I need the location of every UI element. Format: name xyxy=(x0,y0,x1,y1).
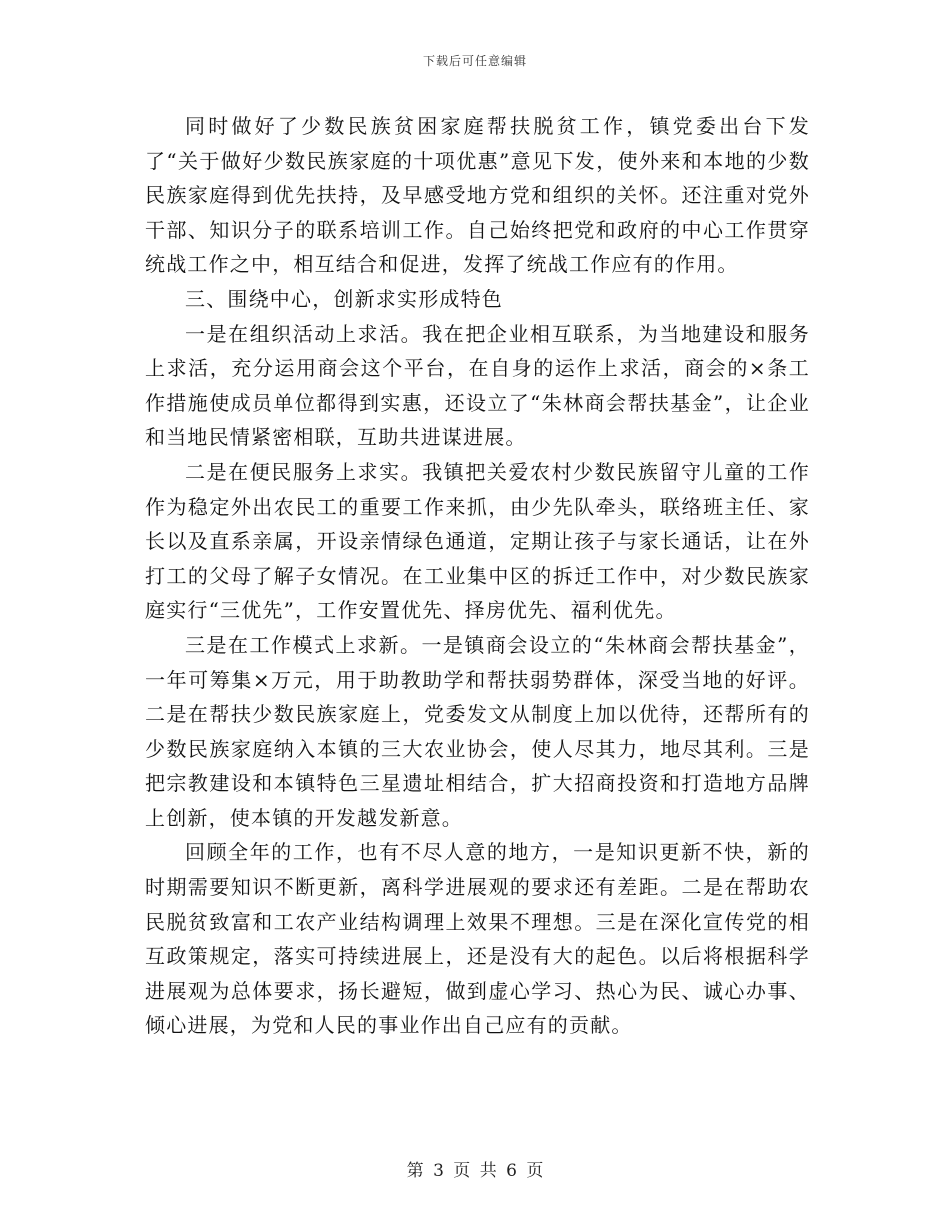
paragraph-work-mode: 三是在工作模式上求新。一是镇商会设立的“朱林商会帮扶基金”，一年可筹集×万元，用于助教助学和帮扶弱势群体，深受当地的好评。二是在帮扶少数民族家庭上，党委发文从制度上加以优待，还帮所有的少数民族家庭纳入本镇的三大农业协会，使人尽其力，地尽其利。三是把宗教建设和本镇特色三星遗址相结合，扩大招商投资和打造地方品牌上创新，使本镇的开发越发新意。 xyxy=(145,632,810,830)
page-header: 下载后可任意编辑 xyxy=(422,54,527,68)
page-footer: 第 3 页 共 6 页 xyxy=(406,1161,544,1181)
paragraph-annual-review: 回顾全年的工作，也有不尽人意的地方，一是知识更新不快，新的时期需要知识不断更新，离科学进展观的要求还有差距。二是在帮助农民脱贫致富和工农产业结构调理上效果不理想。三是在深化宣传党的相互政策规定，落实可持续进展上，还是没有大的起色。以后将根据科学进展观为总体要求，扬长避短，做到虚心学习、热心为民、诚心办事、倾心进展，为党和人民的事业作出自己应有的贡献。 xyxy=(145,840,810,1038)
document-body xyxy=(145,109,810,1043)
paragraph-minority-support: 同时做好了少数民族贫困家庭帮扶脱贫工作，镇党委出台下发了“关于做好少数民族家庭的十项优惠”意见下发，使外来和本地的少数民族家庭得到优先扶持，及早感受地方党和组织的关怀。还注重对党外干部、知识分子的联系培训工作。自己始终把党和政府的中心工作贯穿统战工作之中，相互结合和促进，发挥了统战工作应有的作用。 xyxy=(145,114,810,277)
paragraph-public-service: 二是在便民服务上求实。我镇把关爱农村少数民族留守儿童的工作作为稳定外出农民工的重要工作来抓，由少先队牵头，联络班主任、家长以及直系亲属，开设亲情绿色通道，定期让孩子与家长通话，让在外打工的父母了解子女情况。在工业集中区的拆迁工作中，对少数民族家庭实行“三优先”，工作安置优先、择房优先、福利优先。 xyxy=(145,459,810,623)
paragraph-organization-activities: 一是在组织活动上求活。我在把企业相互联系，为当地建设和服务上求活，充分运用商会这个平台，在自身的运作上求活，商会的×条工作措施使成员单位都得到实惠，还设立了“朱林商会帮扶基金”，让企业和当地民情紧密相联，互助共进谋进展。 xyxy=(145,321,810,450)
section-heading-three: 三、围绕中心，创新求实形成特色 xyxy=(185,286,503,311)
